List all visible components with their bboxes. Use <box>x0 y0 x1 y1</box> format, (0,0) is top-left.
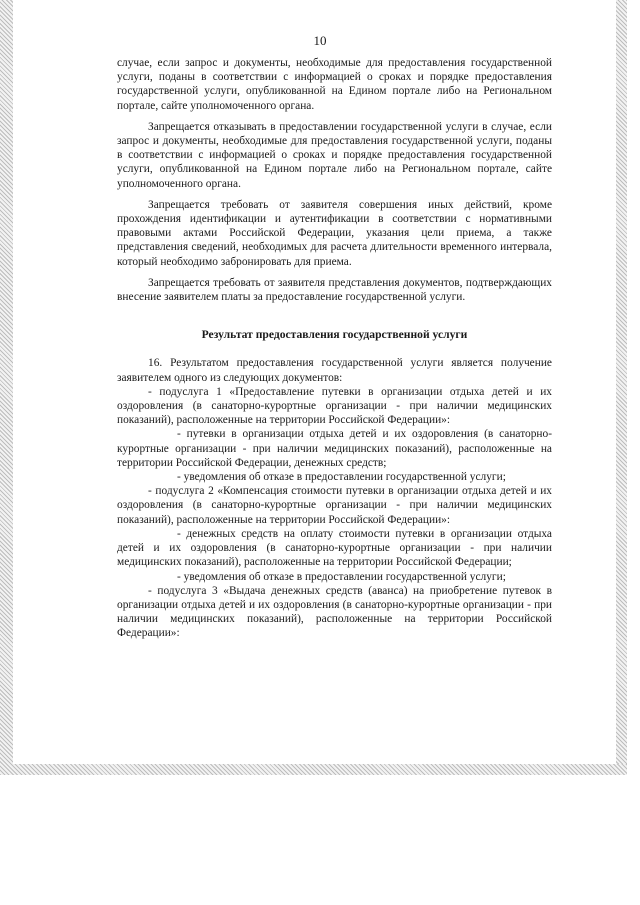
list-item-voucher: - путевки в организации отдыха детей и их оздоровления (в санаторно-курортные организации - при наличии медицинских показаний), расположенные на территории Российской Федерации, денежных средств; <box>117 428 552 469</box>
paragraph-payment-prohibition: Запрещается требовать от заявителя представления документов, подтверждающих внесение заявителем платы за предоставление государственной услуги. <box>117 276 552 304</box>
bottom-border-hatch <box>0 764 627 775</box>
paragraph-refusal-prohibition: Запрещается отказывать в предоставлении государственной услуги в случае, если запрос и документы, необходимые для предоставления государственной услуги, поданы в соответствии с информацией о сроках и порядке предоставления государственной услуги, опубликованной на Едином портале либо на Региональном портале, сайте уполномоченного органа. <box>117 120 552 190</box>
document-body <box>117 56 552 641</box>
paragraph-actions-prohibition: Запрещается требовать от заявителя совершения иных действий, кроме прохождения идентификации и аутентификации в соответствии с нормативными правовыми актами Российской Федерации, указания цели приема, а также представления сведений, необходимых для расчета длительности временного интервала, который необходимо забронировать для приема. <box>117 198 552 268</box>
paragraph-result: 16. Результатом предоставления государственной услуги является получение заявителем одного из следующих документов: <box>117 357 552 384</box>
list-item-refusal-notice-1: - уведомления об отказе в предоставлении государственной услуги; <box>177 471 506 484</box>
list-item-subservice-2: - подуслуга 2 «Компенсация стоимости путевки в организации отдыха детей и их оздоровления (в санаторно-курортные организации - при наличии медицинских показаний), расположенные на территории Российской Федерации»: <box>117 485 552 526</box>
page-number: 10 <box>313 33 327 48</box>
right-border-hatch <box>616 0 627 775</box>
section-heading: Результат предоставления государственной услуги <box>201 328 468 342</box>
list-item-subservice-3: - подуслуга 3 «Выдача денежных средств (аванса) на приобретение путевок в организации отдыха детей и их оздоровления (в санаторно-курортные организации - при наличии медицинских показаний), расположенные на территории Российской Федерации»: <box>117 584 552 640</box>
list-item-refusal-notice-2: - уведомления об отказе в предоставлении государственной услуги; <box>177 570 506 583</box>
paragraph-continuation: случае, если запрос и документы, необходимые для предоставления государственной услуги, поданы в соответствии с информацией о сроках и порядке предоставления государственной услуги, опубликованной на Едином портале либо на Региональном портале, сайте уполномоченного органа. <box>117 57 552 112</box>
list-item-funds: - денежных средств на оплату стоимости путевки в организации отдыха детей и их оздоровления (в санаторно-курортные организации - при наличии медицинских показаний), расположенные на территории Российской Федерации; <box>117 527 552 569</box>
left-border-hatch <box>0 0 13 775</box>
list-item-subservice-1: - подуслуга 1 «Предоставление путевки в организации отдыха детей и их оздоровления (в санаторно-курортные организации - при наличии медицинских показаний), расположенные на территории Российской Федерации»: <box>117 385 552 427</box>
